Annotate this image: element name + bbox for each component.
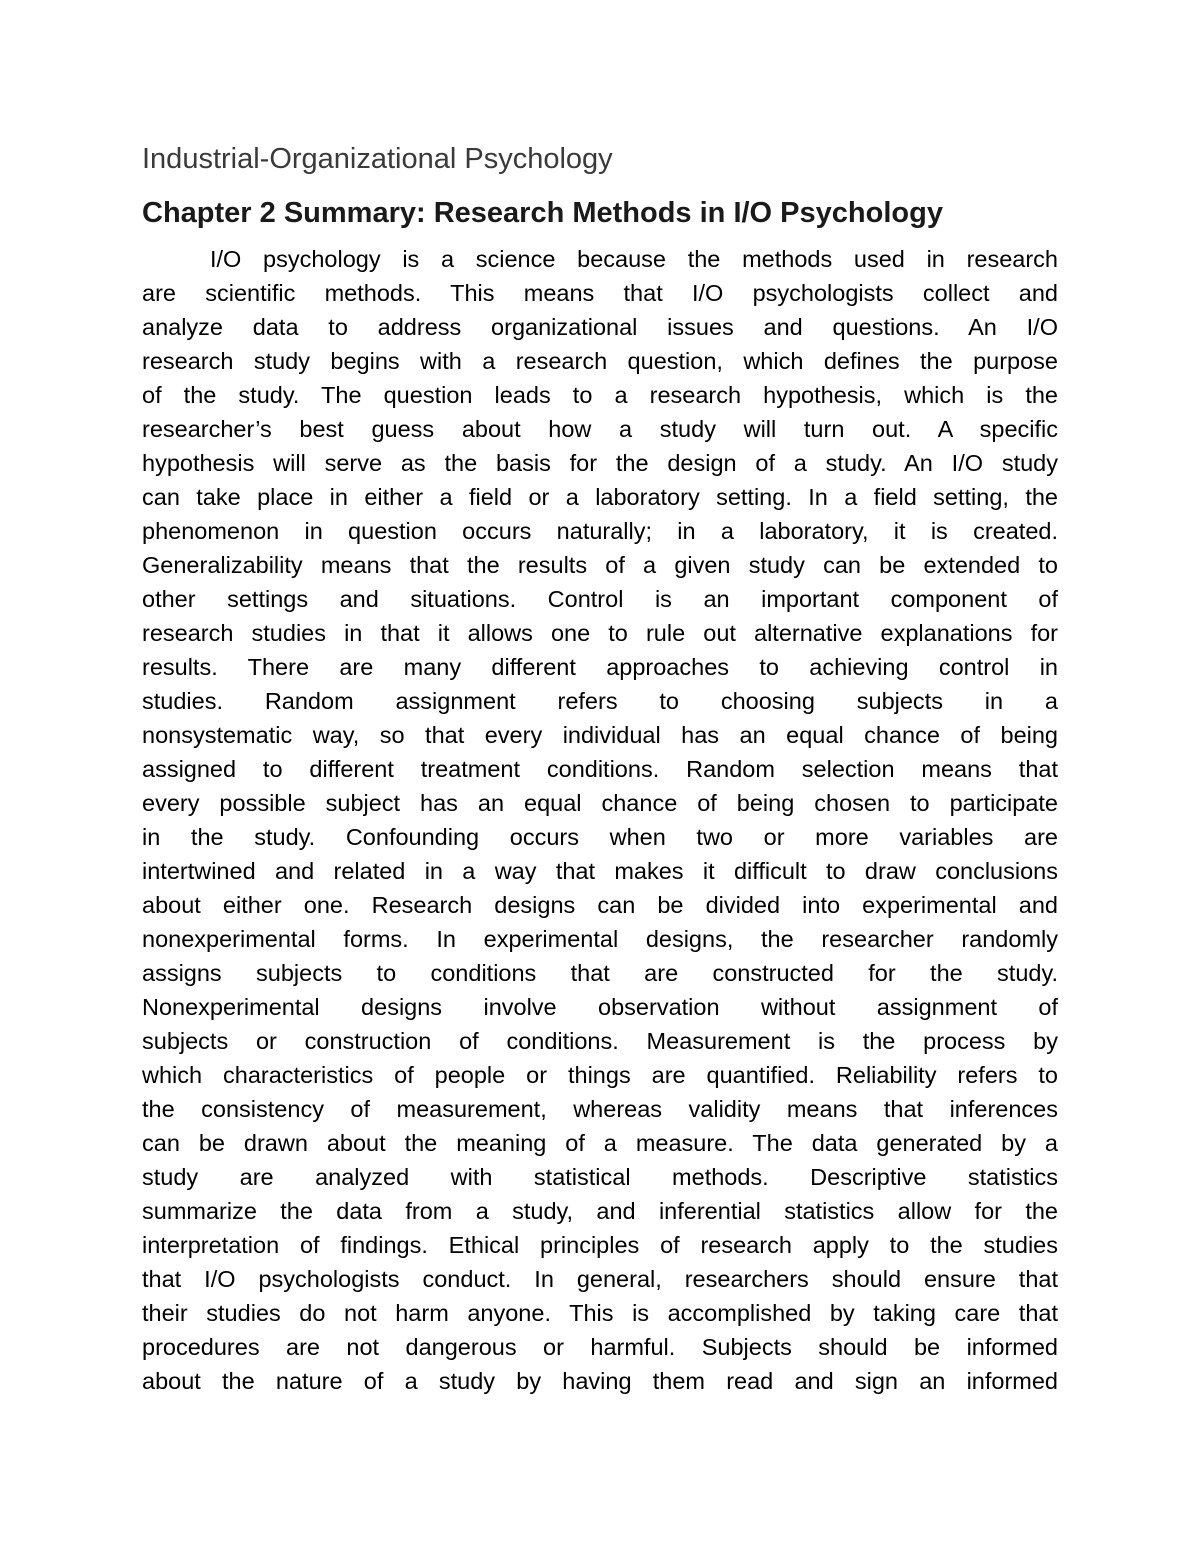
paragraph-line: the consistency of measurement, whereas validity means that inferences [142, 1096, 1058, 1122]
paragraph-line: assigned to different treatment conditions. Random selection means that [142, 756, 1058, 782]
summary-paragraph [142, 242, 1058, 1398]
paragraph-line: I/O psychology is a science because the methods used in research [210, 246, 1058, 272]
chapter-heading: Chapter 2 Summary: Research Methods in I/O Psychology [142, 197, 943, 229]
paragraph-line: can be drawn about the meaning of a measure. The data generated by a [142, 1130, 1058, 1156]
paragraph-line: nonexperimental forms. In experimental designs, the researcher randomly [142, 926, 1058, 952]
paragraph-line: that I/O psychologists conduct. In general, researchers should ensure that [142, 1266, 1058, 1292]
paragraph-line: of the study. The question leads to a research hypothesis, which is the [142, 382, 1058, 408]
paragraph-line: which characteristics of people or things are quantified. Reliability refers to [142, 1062, 1058, 1088]
paragraph-line: in the study. Confounding occurs when two or more variables are [142, 824, 1058, 850]
paragraph-line: study are analyzed with statistical methods. Descriptive statistics [142, 1164, 1058, 1190]
paragraph-line: assigns subjects to conditions that are constructed for the study. [142, 960, 1058, 986]
paragraph-line: studies. Random assignment refers to choosing subjects in a [142, 688, 1058, 714]
paragraph-line: research study begins with a research question, which defines the purpose [142, 348, 1058, 374]
paragraph-line: research studies in that it allows one to rule out alternative explanations for [142, 620, 1058, 646]
paragraph-line: hypothesis will serve as the basis for the design of a study. An I/O study [142, 450, 1058, 476]
paragraph-line: Generalizability means that the results of a given study can be extended to [142, 552, 1058, 578]
paragraph-line: summarize the data from a study, and inferential statistics allow for the [142, 1198, 1058, 1224]
paragraph-line: about either one. Research designs can be divided into experimental and [142, 892, 1058, 918]
paragraph-line: their studies do not harm anyone. This is accomplished by taking care that [142, 1300, 1058, 1326]
paragraph-line: subjects or construction of conditions. Measurement is the process by [142, 1028, 1058, 1054]
paragraph-line: about the nature of a study by having them read and sign an informed [142, 1368, 1058, 1394]
paragraph-line: are scientific methods. This means that I/O psychologists collect and [142, 280, 1058, 306]
document-content [142, 138, 1058, 1398]
paragraph-line: phenomenon in question occurs naturally; in a laboratory, it is created. [142, 518, 1058, 544]
paragraph-line: nonsystematic way, so that every individual has an equal chance of being [142, 722, 1058, 748]
paragraph-line: interpretation of findings. Ethical principles of research apply to the studies [142, 1232, 1058, 1258]
document-title: Industrial-Organizational Psychology [142, 143, 613, 175]
paragraph-line: analyze data to address organizational issues and questions. An I/O [142, 314, 1058, 340]
paragraph-line: procedures are not dangerous or harmful. Subjects should be informed [142, 1334, 1058, 1360]
paragraph-line: Nonexperimental designs involve observation without assignment of [142, 994, 1058, 1020]
paragraph-line: intertwined and related in a way that makes it difficult to draw conclusions [142, 858, 1058, 884]
paragraph-line: researcher’s best guess about how a study will turn out. A specific [142, 416, 1058, 442]
paragraph-line: every possible subject has an equal chance of being chosen to participate [142, 790, 1058, 816]
paragraph-line: other settings and situations. Control is an important component of [142, 586, 1058, 612]
paragraph-line: results. There are many different approaches to achieving control in [142, 654, 1058, 680]
paragraph-line: can take place in either a field or a laboratory setting. In a field setting, the [142, 484, 1058, 510]
